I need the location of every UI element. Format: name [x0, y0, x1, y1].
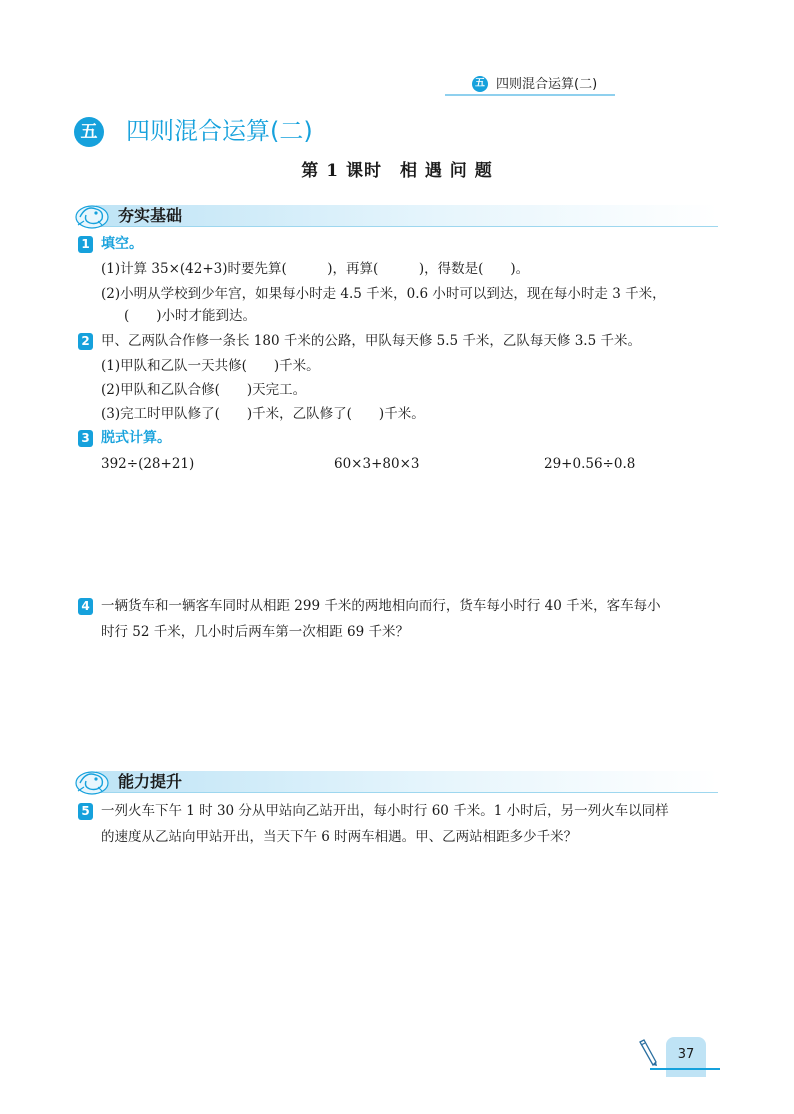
chapter-badge: 五 [74, 117, 104, 147]
dragon-mascot-icon [72, 765, 112, 797]
expression-3: 29+0.56÷0.8 [544, 456, 636, 472]
question-1-line-2: (2)小明从学校到少年宫，如果每小时走 4.5 千米，0.6 小时可以到达，现在每小时走 3 千米， [101, 286, 666, 302]
question-1-heading: 填空。 [101, 236, 143, 252]
dragon-mascot-icon [72, 199, 112, 231]
question-number-3: 3 [78, 430, 93, 447]
expression-1: 392÷(28+21) [101, 456, 195, 472]
section-band-basic [96, 205, 718, 227]
page-number: 37 [677, 1047, 695, 1062]
question-5-line-1: 一列火车下午 1 时 30 分从甲站向乙站开出，每小时行 60 千米。1 小时后，另一列火车以同样 [101, 803, 669, 819]
header-title: 四则混合运算(二) [496, 77, 598, 92]
question-2-line-3: (2)甲队和乙队合修( )天完工。 [101, 382, 307, 398]
page-number-rule [650, 1068, 720, 1070]
header-rule [445, 94, 615, 96]
question-number-5: 5 [78, 803, 93, 820]
header-chapter-badge: 五 [472, 76, 488, 92]
question-3-heading: 脱式计算。 [101, 430, 171, 446]
question-2-line-4: (3)完工时甲队修了( )千米，乙队修了( )千米。 [101, 406, 425, 422]
chapter-title: 四则混合运算(二) [126, 117, 313, 145]
question-1-line-1: (1)计算 35×(42+3)时要先算( )，再算( )，得数是( )。 [101, 261, 530, 277]
section-title-advanced: 能力提升 [118, 772, 183, 791]
question-2-line-2: (1)甲队和乙队一天共修( )千米。 [101, 358, 320, 374]
section-title-basic: 夯实基础 [118, 206, 183, 225]
section-rule-basic [96, 226, 718, 227]
question-number-2: 2 [78, 333, 93, 350]
pencil-icon [636, 1038, 660, 1068]
question-4-line-2: 时行 52 千米，几小时后两车第一次相距 69 千米？ [101, 624, 410, 640]
question-number-1: 1 [78, 236, 93, 253]
question-4-line-1: 一辆货车和一辆客车同时从相距 299 千米的两地相向而行，货车每小时行 40 千米，客车每小 [101, 598, 661, 614]
question-number-4: 4 [78, 598, 93, 615]
section-band-advanced [96, 771, 718, 793]
question-2-line-1: 甲、乙两队合作修一条长 180 千米的公路，甲队每天修 5.5 千米，乙队每天修 3.5 千米。 [101, 333, 641, 349]
question-1-line-3: ( )小时才能到达。 [124, 308, 257, 324]
expression-2: 60×3+80×3 [334, 456, 420, 472]
lesson-title: 第 1 课时 相 遇 问 题 [301, 161, 493, 181]
section-rule-advanced [96, 792, 718, 793]
question-5-line-2: 的速度从乙站向甲站开出，当天下午 6 时两车相遇。甲、乙两站相距多少千米？ [101, 829, 578, 845]
